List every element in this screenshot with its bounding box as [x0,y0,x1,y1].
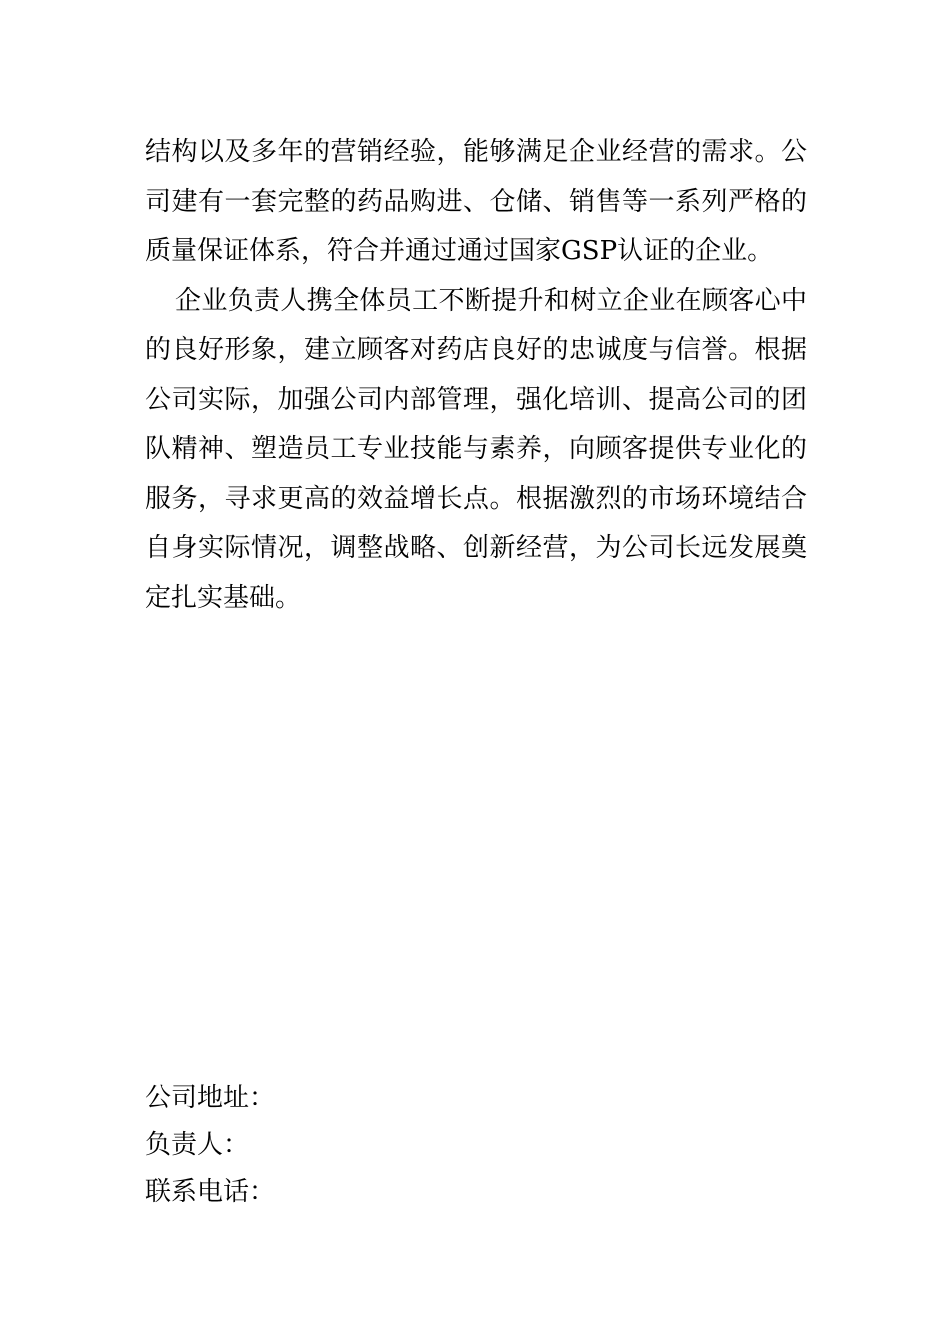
paragraph-company-structure: 结构以及多年的营销经验，能够满足企业经营的需求。公司建有一套完整的药品购进、仓储、销售等一系列严格的质量保证体系，符合并通过通过国家GSP认证的企业。 [145,137,807,266]
document-body [145,128,807,623]
contact-phone-label: 联系电话： [145,1177,276,1207]
contact-info [145,1075,807,1216]
paragraph-company-development: 企业负责人携全体员工不断提升和树立企业在顾客心中的良好形象，建立顾客对药店良好的忠诚度与信誉。根据公司实际，加强公司内部管理，强化培训、提高公司的团队精神、塑造员工专业技能与素养，向顾客提供专业化的服务，寻求更高的效益增长点。根据激烈的市场环境结合自身实际情况，调整战略、创新经营，为公司长远发展奠定扎实基础。 [145,285,807,613]
company-address-label: 公司地址： [145,1083,276,1113]
responsible-person-label: 负责人： [145,1130,250,1160]
